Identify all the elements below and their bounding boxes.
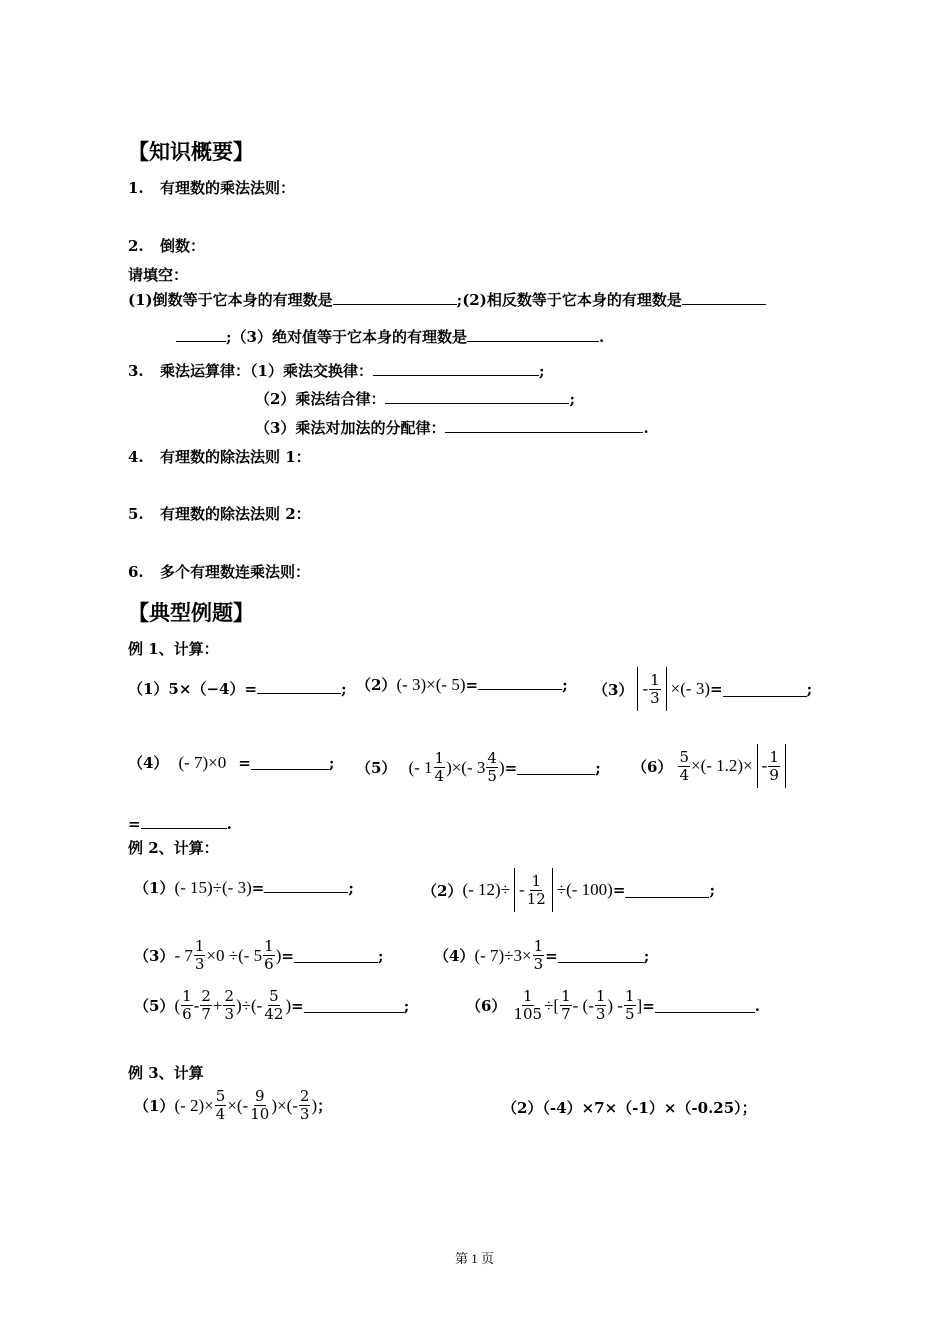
answer-blank[interactable] <box>445 418 643 433</box>
equals: = <box>281 946 294 965</box>
denominator: 3 <box>650 688 660 707</box>
ex2-q1-expr: (- 15)÷(- 3) <box>174 878 252 897</box>
expr-tail: ×(- 3) <box>670 679 710 698</box>
example-1-title: 例 1、计算： <box>128 640 219 658</box>
item-text: 有理数的乘法法则： <box>160 179 296 197</box>
answer-blank[interactable] <box>176 327 226 342</box>
separator: ; <box>709 881 715 899</box>
separator: ; <box>341 680 347 698</box>
period: . <box>226 815 232 833</box>
item-number: 2. <box>128 237 144 255</box>
law-2-label: （2）乘法结合律： <box>255 390 386 408</box>
answer-blank[interactable] <box>478 675 562 690</box>
abs-bar-right <box>552 868 553 912</box>
fraction <box>263 988 284 1023</box>
expr-part: - <box>193 995 200 1015</box>
item-label: 乘法运算律： <box>160 362 251 380</box>
period: . <box>754 996 761 1015</box>
item-text: 倒数： <box>160 237 206 255</box>
answer-blank[interactable] <box>558 948 644 963</box>
numerator: 1 <box>434 749 445 767</box>
equals: = <box>642 996 655 1015</box>
item-number: 5. <box>128 505 144 523</box>
fraction <box>649 672 661 707</box>
item-text: 有理数的除法法则 1： <box>160 448 311 466</box>
separator: ; <box>595 758 601 777</box>
numerator: 1 <box>194 937 205 955</box>
minus-sign: - <box>519 880 525 899</box>
fraction <box>263 938 275 973</box>
fraction <box>181 988 193 1023</box>
ex2-q1 <box>134 877 354 898</box>
fraction <box>595 988 607 1023</box>
question-label: （4） <box>128 754 169 772</box>
fraction <box>560 988 572 1023</box>
item-number: 3. <box>128 362 144 380</box>
numerator: 1 <box>531 871 541 890</box>
fraction <box>434 750 446 785</box>
answer-blank[interactable] <box>723 682 807 697</box>
fraction <box>526 873 547 908</box>
expr-part: )×(- 3 <box>446 757 486 777</box>
denominator: 3 <box>224 1005 235 1023</box>
item-number: 6. <box>128 563 144 581</box>
question-label: （2） <box>422 881 463 900</box>
law-3-label: （3）乘法对加法的分配律： <box>255 419 446 437</box>
numerator: 5 <box>215 1087 226 1105</box>
period: . <box>598 328 605 346</box>
answer-blank[interactable] <box>373 361 539 376</box>
separator: ; <box>569 390 575 408</box>
knowledge-item-3 <box>128 360 545 381</box>
answer-blank[interactable] <box>304 998 404 1013</box>
expr-part: - 7 <box>174 945 193 965</box>
separator: ; <box>538 362 545 380</box>
expr-part: - (- <box>572 995 594 1015</box>
numerator: 2 <box>201 987 211 1005</box>
ex2-q5 <box>134 988 409 1023</box>
fraction <box>200 988 212 1023</box>
ex1-q1 <box>128 678 347 699</box>
expr-part: ×0 ÷(- 5 <box>206 945 263 965</box>
separator: ; <box>377 946 384 965</box>
numerator: 1 <box>595 987 606 1005</box>
numerator: 1 <box>264 937 274 955</box>
knowledge-item-2 <box>128 235 205 256</box>
separator: ; <box>403 996 410 1015</box>
expr-part: ) <box>285 995 292 1015</box>
numerator: 1 <box>533 937 544 955</box>
ex1-q2-expr: (- 3)×(- 5) <box>396 675 466 694</box>
numerator: 1 <box>650 670 660 689</box>
numerator: 2 <box>224 987 235 1005</box>
denominator: 3 <box>299 1105 310 1123</box>
question-label: （3） <box>593 680 634 699</box>
expr-part: + <box>212 995 223 1015</box>
expr-part: (- 2)× <box>174 1095 214 1115</box>
denominator: 7 <box>201 1005 211 1023</box>
denominator: 4 <box>434 767 445 785</box>
expr-part: ) <box>311 1095 318 1115</box>
denominator: 3 <box>194 955 205 973</box>
ex1-q1-expr: （1）5×（−4）= <box>128 680 258 698</box>
numerator: 5 <box>679 747 689 766</box>
minus-sign: - <box>642 679 649 698</box>
expr-part: (- 12)÷ <box>462 880 511 899</box>
equals: = <box>128 815 141 833</box>
ex1-q3 <box>593 667 812 711</box>
question-label: （5） <box>134 997 175 1015</box>
answer-blank[interactable] <box>141 814 227 829</box>
numerator: 1 <box>624 987 635 1005</box>
fraction <box>768 749 780 784</box>
knowledge-item-5 <box>128 503 311 524</box>
expr-part: ) <box>275 945 282 965</box>
equals: = <box>465 676 479 694</box>
ex1-q4 <box>128 752 334 773</box>
law-2-line <box>255 388 575 409</box>
denominator: 3 <box>533 955 544 973</box>
period: . <box>643 419 649 437</box>
equals: = <box>251 879 265 897</box>
item-number: 4. <box>128 448 144 466</box>
ex2-q3 <box>134 938 384 973</box>
question-label: （1） <box>134 1097 175 1115</box>
separator: ; <box>806 680 813 698</box>
numerator: 9 <box>255 1087 265 1105</box>
answer-blank[interactable] <box>517 760 595 775</box>
equals: = <box>545 946 558 965</box>
numerator: 4 <box>487 749 497 767</box>
answer-blank[interactable] <box>385 389 569 404</box>
question-label: （3） <box>134 947 175 965</box>
abs-bar-right <box>666 667 667 711</box>
denominator: 5 <box>487 767 497 785</box>
separator: ; <box>643 946 650 965</box>
answer-blank[interactable] <box>682 290 766 305</box>
ex2-q2 <box>422 868 715 912</box>
fraction <box>223 988 235 1023</box>
question-label: （6） <box>466 997 507 1015</box>
expr-part: (- 1 <box>408 757 433 777</box>
ex1-q6-answer <box>128 814 232 833</box>
item-text: 多个有理数连乘法则： <box>160 563 311 581</box>
fraction <box>215 1088 227 1123</box>
knowledge-item-4 <box>128 446 311 467</box>
denominator: 10 <box>250 1105 270 1123</box>
item-number: 1. <box>128 179 144 197</box>
section-title-examples: 【典型例题】 <box>128 601 254 625</box>
answer-blank[interactable] <box>333 290 457 305</box>
knowledge-item-1 <box>128 177 295 198</box>
denominator: 9 <box>769 765 779 784</box>
section-title-overview: 【知识概要】 <box>128 140 254 164</box>
numerator: 1 <box>522 987 533 1005</box>
denominator: 105 <box>513 1005 543 1023</box>
answer-blank[interactable] <box>625 883 709 898</box>
fill-question-1: (1)倒数等于它本身的有理数是 <box>128 291 333 309</box>
page-number: 第 1 页 <box>455 1251 495 1266</box>
question-label: （4） <box>434 947 475 965</box>
answer-blank[interactable] <box>264 878 348 893</box>
denominator: 42 <box>264 1005 284 1023</box>
answer-blank[interactable] <box>467 327 599 342</box>
item-text: 有理数的除法法则 2： <box>160 505 311 523</box>
question-label: （5） <box>356 759 397 777</box>
abs-bar-left <box>637 667 638 711</box>
equals: = <box>612 881 626 899</box>
fraction <box>624 988 636 1023</box>
fill-line-1 <box>128 289 766 310</box>
denominator: 4 <box>679 765 689 784</box>
example-2-title: 例 2、计算： <box>128 839 219 857</box>
separator: ； <box>317 1097 333 1115</box>
numerator: 2 <box>299 1087 310 1105</box>
abs-bar-right <box>785 744 786 788</box>
fraction <box>678 749 690 784</box>
numerator: 1 <box>769 747 779 766</box>
separator: ; <box>456 291 463 309</box>
expr-part: )÷(- <box>236 995 263 1015</box>
fill-prompt: 请填空： <box>128 266 189 284</box>
ex1-q2 <box>356 674 568 695</box>
ex2-q6 <box>466 988 760 1023</box>
fraction <box>194 938 206 973</box>
fill-question-2: (2)相反数等于它本身的有理数是 <box>462 291 682 309</box>
separator: ; <box>562 676 568 694</box>
separator: ; <box>348 879 354 897</box>
denominator: 6 <box>264 955 274 973</box>
fraction <box>512 988 543 1023</box>
ex3-q1 <box>134 1088 332 1123</box>
ex3-q2: （2）（-4）×7×（-1）×（-0.25）； <box>502 1099 757 1117</box>
abs-bar-left <box>514 868 515 912</box>
answer-blank[interactable] <box>251 755 329 770</box>
fill-question-3: ;（3）绝对值等于它本身的有理数是 <box>226 328 467 346</box>
expr-part: ( <box>174 995 181 1015</box>
fraction <box>533 938 545 973</box>
expr-part: ] <box>636 995 643 1015</box>
denominator: 7 <box>561 1005 571 1023</box>
fill-line-2 <box>176 326 604 347</box>
expr-part: ) - <box>607 995 623 1015</box>
denominator: 3 <box>595 1005 606 1023</box>
fraction <box>486 750 498 785</box>
question-label: （6） <box>632 757 673 776</box>
law-1-label: （1）乘法交换律： <box>250 362 373 380</box>
expr-part: ) <box>498 757 505 777</box>
ex1-q5 <box>356 750 601 785</box>
expr-part: ×(- <box>227 1095 249 1115</box>
abs-bar-left <box>757 744 758 788</box>
question-label: （2） <box>356 676 397 694</box>
separator: ; <box>328 753 335 772</box>
expr-part: ÷[ <box>544 995 560 1015</box>
fraction <box>299 1088 311 1123</box>
numerator: 5 <box>269 987 279 1005</box>
law-3-line <box>255 417 649 438</box>
expr-part: (- 7)÷3× <box>474 945 532 965</box>
equals: = <box>238 753 251 772</box>
answer-blank[interactable] <box>257 679 341 694</box>
ex1-q6 <box>632 744 790 788</box>
equals: = <box>291 996 304 1015</box>
ex2-q4 <box>434 938 649 973</box>
answer-blank[interactable] <box>294 948 378 963</box>
example-3-title: 例 3、计算 <box>128 1064 204 1082</box>
equals: = <box>709 680 723 698</box>
answer-blank[interactable] <box>655 998 755 1013</box>
question-label: （1） <box>134 879 175 897</box>
equals: = <box>504 758 518 777</box>
expr-part: ×(- 1.2)× <box>690 756 753 775</box>
numerator: 1 <box>182 987 192 1005</box>
expr-part: )×(- <box>271 1095 298 1115</box>
denominator: 5 <box>624 1005 635 1023</box>
denominator: 12 <box>526 889 546 908</box>
fraction <box>249 1088 270 1123</box>
numerator: 1 <box>561 987 571 1005</box>
denominator: 4 <box>215 1105 226 1123</box>
ex1-q4-expr: (- 7)×0 <box>178 752 227 772</box>
denominator: 6 <box>182 1005 192 1023</box>
minus-sign: - <box>761 756 768 775</box>
knowledge-item-6 <box>128 561 310 582</box>
expr-part: ÷(- 100) <box>556 880 613 899</box>
